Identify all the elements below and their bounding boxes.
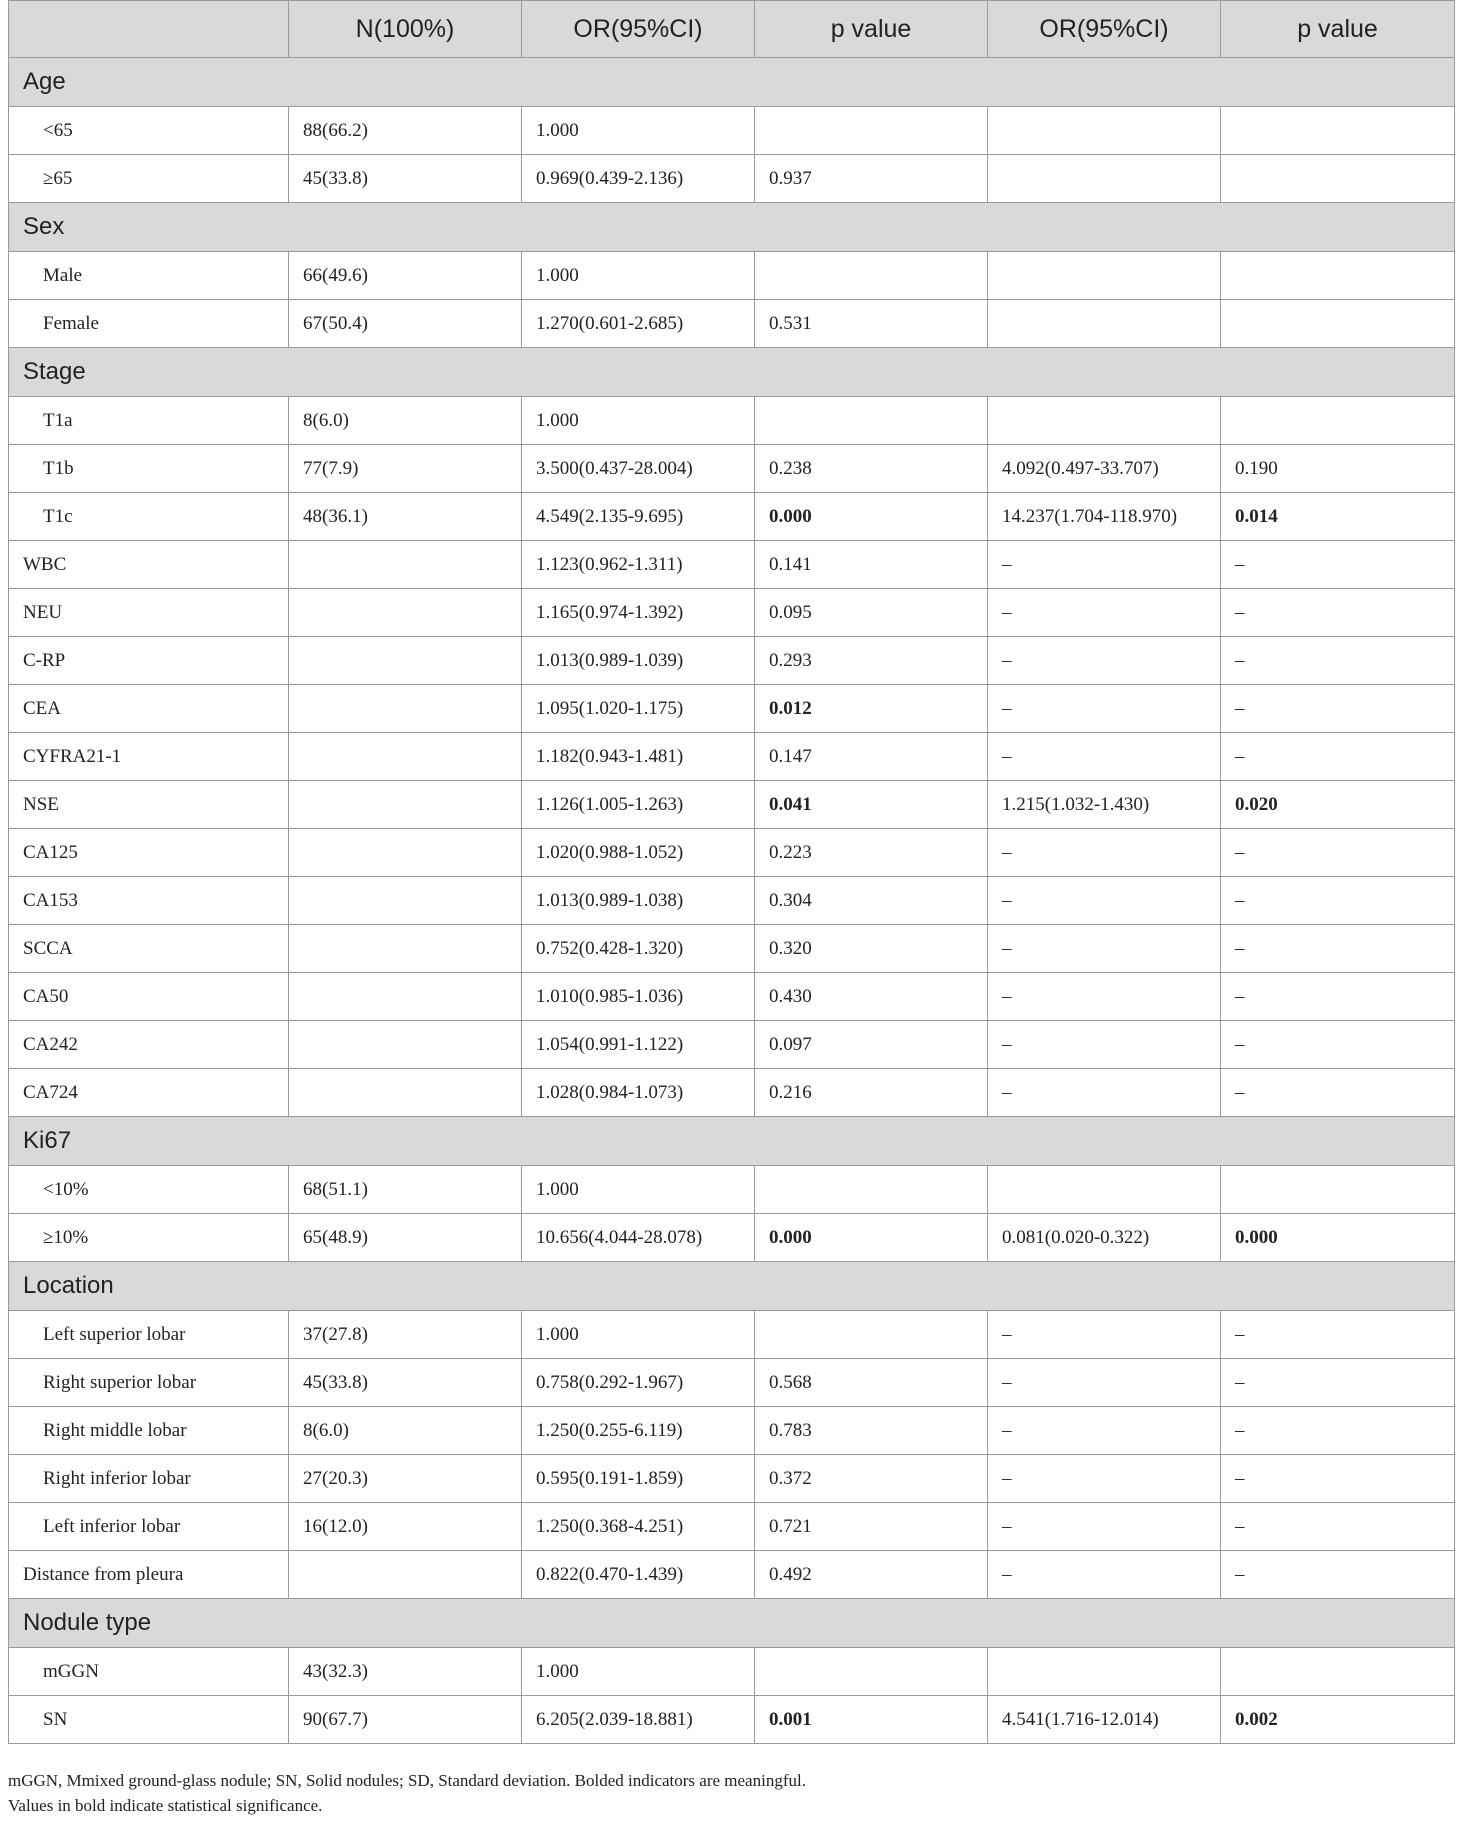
table-cell: 1.000 [522, 1166, 755, 1214]
table-cell: 0.097 [755, 1021, 988, 1069]
table-cell [289, 877, 522, 925]
table-cell: 0.372 [755, 1455, 988, 1503]
table-cell: 0.430 [755, 973, 988, 1021]
table-cell [1221, 107, 1455, 155]
table-cell: 0.095 [755, 589, 988, 637]
section-label: Nodule type [9, 1599, 1455, 1648]
section-label: Sex [9, 203, 1455, 252]
table-cell: 1.126(1.005-1.263) [522, 781, 755, 829]
table-cell: 0.320 [755, 925, 988, 973]
row-label: CYFRA21-1 [9, 733, 289, 781]
table-cell: 0.822(0.470-1.439) [522, 1551, 755, 1599]
table-cell: 1.000 [522, 397, 755, 445]
table-cell: 90(67.7) [289, 1696, 522, 1744]
row-label: NEU [9, 589, 289, 637]
table-cell: 0.001 [755, 1696, 988, 1744]
table-row [9, 252, 1455, 300]
table-cell: 1.182(0.943-1.481) [522, 733, 755, 781]
table-cell [755, 1311, 988, 1359]
table-cell: 48(36.1) [289, 493, 522, 541]
table-cell: 6.205(2.039-18.881) [522, 1696, 755, 1744]
table-cell: 0.752(0.428-1.320) [522, 925, 755, 973]
table-row [9, 685, 1455, 733]
row-label: WBC [9, 541, 289, 589]
table-cell: – [1221, 1455, 1455, 1503]
table-cell: – [1221, 1503, 1455, 1551]
table-cell: – [988, 925, 1221, 973]
table-row [9, 589, 1455, 637]
table-cell: – [1221, 877, 1455, 925]
table-cell: – [1221, 1311, 1455, 1359]
table-cell [1221, 1648, 1455, 1696]
table-row [9, 973, 1455, 1021]
table-cell: – [1221, 1359, 1455, 1407]
table-cell: 1.095(1.020-1.175) [522, 685, 755, 733]
row-label: Female [9, 300, 289, 348]
table-cell: 1.000 [522, 107, 755, 155]
table-cell [988, 155, 1221, 203]
table-row [9, 925, 1455, 973]
table-cell [755, 397, 988, 445]
row-label: Right middle lobar [9, 1407, 289, 1455]
table-cell: 3.500(0.437-28.004) [522, 445, 755, 493]
table-cell: – [1221, 1407, 1455, 1455]
table-cell: 0.081(0.020-0.322) [988, 1214, 1221, 1262]
table-cell: 0.002 [1221, 1696, 1455, 1744]
row-label: T1c [9, 493, 289, 541]
table-cell: – [1221, 541, 1455, 589]
table-cell: 0.041 [755, 781, 988, 829]
table-cell: 0.020 [1221, 781, 1455, 829]
section-row [9, 348, 1455, 397]
table-cell: – [988, 1069, 1221, 1117]
table-cell: – [988, 1503, 1221, 1551]
table-cell: – [1221, 1021, 1455, 1069]
table-cell: 1.250(0.368-4.251) [522, 1503, 755, 1551]
row-label: T1a [9, 397, 289, 445]
table-cell [988, 1648, 1221, 1696]
table-cell: 45(33.8) [289, 1359, 522, 1407]
table-cell [289, 589, 522, 637]
table-cell: 8(6.0) [289, 397, 522, 445]
table-cell: 0.147 [755, 733, 988, 781]
row-label: <10% [9, 1166, 289, 1214]
table-row [9, 1455, 1455, 1503]
table-cell: 0.216 [755, 1069, 988, 1117]
table-cell: 1.000 [522, 252, 755, 300]
table-cell: 0.190 [1221, 445, 1455, 493]
table-row [9, 733, 1455, 781]
table-cell: – [1221, 1069, 1455, 1117]
table-cell [1221, 155, 1455, 203]
row-label: Distance from pleura [9, 1551, 289, 1599]
table-cell: – [988, 637, 1221, 685]
table-cell: 4.541(1.716-12.014) [988, 1696, 1221, 1744]
header-row [9, 1, 1455, 58]
table-cell: – [988, 1311, 1221, 1359]
table-row [9, 107, 1455, 155]
footnote-line: Values in bold indicate statistical significance. [8, 1796, 323, 1815]
table-cell: 0.568 [755, 1359, 988, 1407]
table-cell: 0.000 [755, 1214, 988, 1262]
table-row [9, 445, 1455, 493]
table-row [9, 1021, 1455, 1069]
table-row [9, 1648, 1455, 1696]
section-row [9, 1599, 1455, 1648]
table-cell: 16(12.0) [289, 1503, 522, 1551]
table-cell: 1.054(0.991-1.122) [522, 1021, 755, 1069]
table-cell: – [988, 1359, 1221, 1407]
table-cell: 1.165(0.974-1.392) [522, 589, 755, 637]
table-cell: – [988, 973, 1221, 1021]
table-cell [289, 541, 522, 589]
table-cell: – [988, 1407, 1221, 1455]
section-row [9, 1262, 1455, 1311]
table-cell: 67(50.4) [289, 300, 522, 348]
row-label: ≥65 [9, 155, 289, 203]
table-cell: – [988, 1551, 1221, 1599]
row-label: <65 [9, 107, 289, 155]
table-cell: 0.223 [755, 829, 988, 877]
table-cell: 8(6.0) [289, 1407, 522, 1455]
table-cell: 0.721 [755, 1503, 988, 1551]
table-cell: 68(51.1) [289, 1166, 522, 1214]
table-cell: 77(7.9) [289, 445, 522, 493]
table-cell: 27(20.3) [289, 1455, 522, 1503]
row-label: CA153 [9, 877, 289, 925]
row-label: Left inferior lobar [9, 1503, 289, 1551]
table-cell: 0.012 [755, 685, 988, 733]
table-cell: 4.549(2.135-9.695) [522, 493, 755, 541]
row-label: NSE [9, 781, 289, 829]
footnote-line: mGGN, Mmixed ground-glass nodule; SN, Solid nodules; SD, Standard deviation. Bolded indicators are meaningful. [8, 1771, 806, 1790]
table-row [9, 829, 1455, 877]
row-label: CA50 [9, 973, 289, 1021]
table-footnotes [8, 1768, 1448, 1818]
table-row [9, 155, 1455, 203]
table-cell: 0.141 [755, 541, 988, 589]
table-cell: 10.656(4.044-28.078) [522, 1214, 755, 1262]
header-cell: N(100%) [289, 1, 522, 58]
section-label: Stage [9, 348, 1455, 397]
section-row [9, 203, 1455, 252]
section-label: Ki67 [9, 1117, 1455, 1166]
table-cell: 0.937 [755, 155, 988, 203]
table-cell [755, 252, 988, 300]
table-cell: 66(49.6) [289, 252, 522, 300]
table-row [9, 1311, 1455, 1359]
table-cell: 1.013(0.989-1.039) [522, 637, 755, 685]
header-cell: p value [1221, 1, 1455, 58]
table-row [9, 1214, 1455, 1262]
row-label: CEA [9, 685, 289, 733]
table-cell: 0.758(0.292-1.967) [522, 1359, 755, 1407]
table-cell: 4.092(0.497-33.707) [988, 445, 1221, 493]
table-row [9, 637, 1455, 685]
table-row [9, 1503, 1455, 1551]
section-label: Location [9, 1262, 1455, 1311]
table-cell: 14.237(1.704-118.970) [988, 493, 1221, 541]
table-cell: 0.014 [1221, 493, 1455, 541]
table-cell: 1.123(0.962-1.311) [522, 541, 755, 589]
row-label: SCCA [9, 925, 289, 973]
table-cell: – [988, 733, 1221, 781]
row-label: mGGN [9, 1648, 289, 1696]
table-cell: 1.028(0.984-1.073) [522, 1069, 755, 1117]
table-row [9, 300, 1455, 348]
table-cell [289, 1069, 522, 1117]
table-row [9, 1166, 1455, 1214]
table-cell [289, 685, 522, 733]
table-cell: 0.000 [755, 493, 988, 541]
section-label: Age [9, 58, 1455, 107]
table-cell: – [988, 589, 1221, 637]
table-cell [1221, 252, 1455, 300]
table-cell: 0.293 [755, 637, 988, 685]
table-cell: 1.000 [522, 1648, 755, 1696]
table-cell: 0.000 [1221, 1214, 1455, 1262]
table-cell [988, 107, 1221, 155]
table-cell: 1.000 [522, 1311, 755, 1359]
table-cell [1221, 1166, 1455, 1214]
table-cell [988, 300, 1221, 348]
regression-table [8, 0, 1455, 1744]
table-cell: 0.304 [755, 877, 988, 925]
table-cell: – [1221, 829, 1455, 877]
table-container [8, 0, 1454, 1744]
table-cell: 88(66.2) [289, 107, 522, 155]
table-cell [289, 1021, 522, 1069]
table-cell: 1.215(1.032-1.430) [988, 781, 1221, 829]
row-label: Right superior lobar [9, 1359, 289, 1407]
table-cell: – [988, 829, 1221, 877]
table-row [9, 1407, 1455, 1455]
header-cell: p value [755, 1, 988, 58]
table-cell [755, 107, 988, 155]
table-cell: 37(27.8) [289, 1311, 522, 1359]
table-cell: 45(33.8) [289, 155, 522, 203]
table-cell: – [988, 685, 1221, 733]
table-cell [755, 1648, 988, 1696]
header-cell [9, 1, 289, 58]
table-cell: 0.238 [755, 445, 988, 493]
table-cell: 1.010(0.985-1.036) [522, 973, 755, 1021]
table-cell [755, 1166, 988, 1214]
table-cell: 0.783 [755, 1407, 988, 1455]
table-cell: 0.969(0.439-2.136) [522, 155, 755, 203]
row-label: ≥10% [9, 1214, 289, 1262]
row-label: CA125 [9, 829, 289, 877]
table-row [9, 541, 1455, 589]
row-label: SN [9, 1696, 289, 1744]
table-cell [988, 1166, 1221, 1214]
table-cell: – [1221, 1551, 1455, 1599]
table-cell: – [988, 877, 1221, 925]
table-cell: – [988, 541, 1221, 589]
table-cell: – [1221, 637, 1455, 685]
row-label: CA242 [9, 1021, 289, 1069]
table-cell: – [1221, 685, 1455, 733]
table-row [9, 1359, 1455, 1407]
table-row [9, 877, 1455, 925]
table-cell [289, 637, 522, 685]
row-label: Male [9, 252, 289, 300]
table-cell: – [1221, 733, 1455, 781]
table-cell: – [988, 1455, 1221, 1503]
table-cell: – [1221, 973, 1455, 1021]
table-cell [988, 252, 1221, 300]
table-cell [289, 1551, 522, 1599]
row-label: C-RP [9, 637, 289, 685]
table-cell [289, 829, 522, 877]
section-row [9, 1117, 1455, 1166]
header-cell: OR(95%CI) [522, 1, 755, 58]
table-cell [289, 973, 522, 1021]
table-cell: 1.013(0.989-1.038) [522, 877, 755, 925]
row-label: T1b [9, 445, 289, 493]
header-cell: OR(95%CI) [988, 1, 1221, 58]
section-row [9, 58, 1455, 107]
table-cell: – [988, 1021, 1221, 1069]
table-row [9, 397, 1455, 445]
table-cell [289, 733, 522, 781]
table-row [9, 1551, 1455, 1599]
table-row [9, 781, 1455, 829]
table-cell: 43(32.3) [289, 1648, 522, 1696]
table-cell: 0.595(0.191-1.859) [522, 1455, 755, 1503]
table-cell: 65(48.9) [289, 1214, 522, 1262]
table-cell: 0.492 [755, 1551, 988, 1599]
table-cell: 1.250(0.255-6.119) [522, 1407, 755, 1455]
table-cell: – [1221, 589, 1455, 637]
table-cell: 1.020(0.988-1.052) [522, 829, 755, 877]
table-row [9, 1069, 1455, 1117]
table-cell [289, 781, 522, 829]
row-label: CA724 [9, 1069, 289, 1117]
row-label: Right inferior lobar [9, 1455, 289, 1503]
table-row [9, 1696, 1455, 1744]
table-cell: 0.531 [755, 300, 988, 348]
table-cell: 1.270(0.601-2.685) [522, 300, 755, 348]
table-cell [289, 925, 522, 973]
table-cell [1221, 397, 1455, 445]
table-cell: – [1221, 925, 1455, 973]
row-label: Left superior lobar [9, 1311, 289, 1359]
table-row [9, 493, 1455, 541]
table-cell [1221, 300, 1455, 348]
table-cell [988, 397, 1221, 445]
